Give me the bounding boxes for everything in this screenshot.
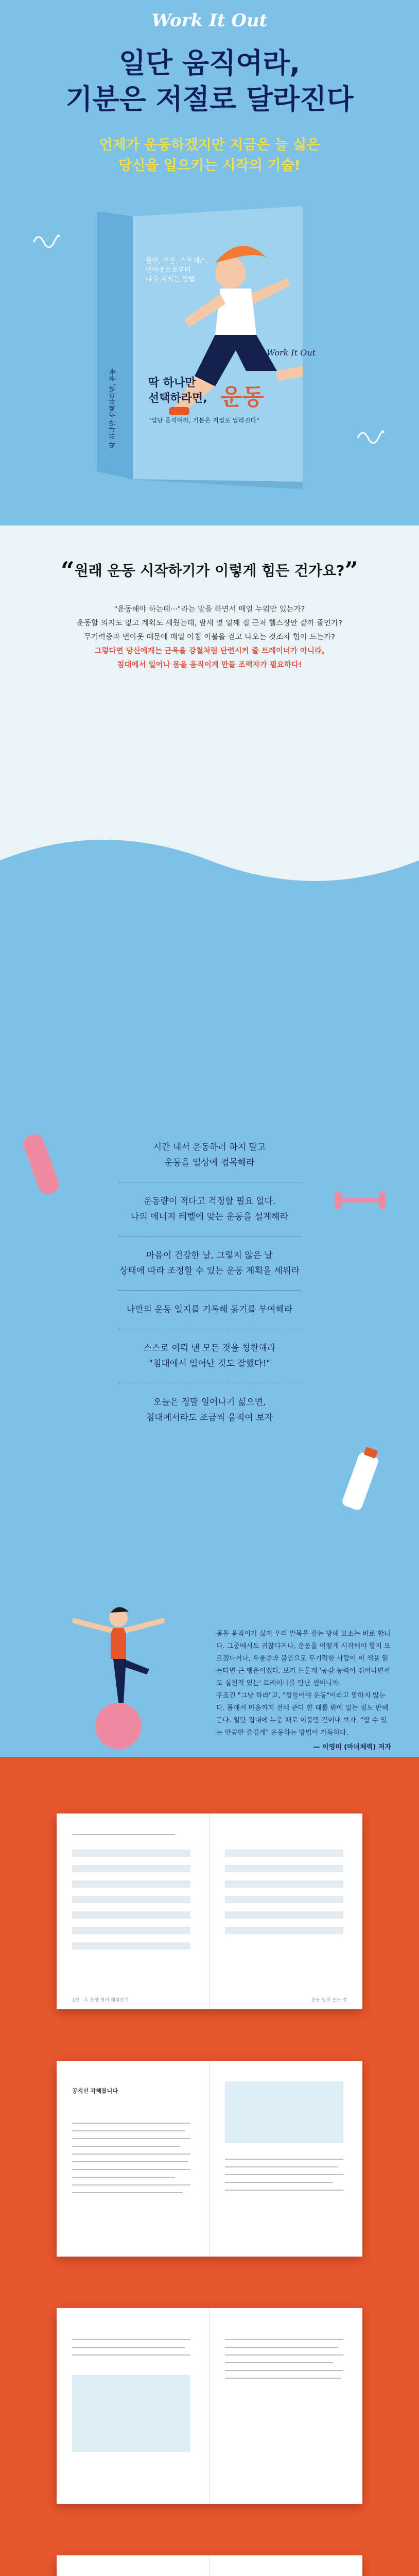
page-left <box>57 2555 210 2576</box>
squiggle-decoration-icon <box>355 422 386 453</box>
page-right <box>210 1814 362 2009</box>
page-left <box>57 2308 210 2504</box>
step-item: 마음이 건강한 날, 그렇지 않은 날 상태에 따라 조정할 수 있는 운동 계획을 세워라 <box>118 1236 301 1291</box>
hero-kicker: Work It Out <box>151 10 268 31</box>
runner-shirt-icon <box>215 289 256 335</box>
page-spread-3 <box>57 2308 362 2504</box>
page-left <box>57 2061 210 2257</box>
page-footer-left: 1장 · 두 문장 영어 헤쳐보기 <box>72 1998 129 2003</box>
book-cover-tag-2: 번아웃으로부터 <box>146 266 191 274</box>
hero-sub-line2: 당신을 일으키는 시작의 기술! <box>118 158 301 174</box>
page-spread-1 <box>57 1814 362 2009</box>
quote-para-line: 무기력증과 번아웃 때문에 매일 아침 이불을 걷고 나오는 것조차 힘이 드는가? <box>83 633 335 641</box>
step-item: 시간 내서 운동하러 하지 말고 운동을 일상에 접목해라 <box>118 1128 301 1182</box>
book-cover-sub: "일단 움직여라, 기분은 저절로 달라진다" <box>148 417 259 424</box>
quote-para-emphasis: 침대에서 일어나 몸을 움직이게 만들 조력자가 필요하다! <box>117 661 302 669</box>
squiggle-decoration-icon <box>31 227 62 258</box>
quote-paragraph <box>36 603 383 672</box>
page-title: 공지선 각해봅니다 <box>72 2088 118 2094</box>
close-quote-icon: ” <box>344 556 358 584</box>
step-item: 운동량이 적다고 걱정할 필요 없다. 나의 에너지 레벨에 맞는 운동을 설계해라 <box>118 1182 301 1236</box>
steps-section <box>0 1108 419 1757</box>
book-cover-image <box>61 201 349 489</box>
inner-pages-section <box>0 1757 419 2576</box>
dumbbell-icon <box>329 1185 391 1216</box>
hero-headline <box>0 45 419 117</box>
page-right <box>210 2555 362 2576</box>
yoga-mat-icon <box>21 1123 93 1206</box>
page-footer-right: 운동 일지 쓰는 법 <box>311 1998 347 2003</box>
hero-headline-line1: 일단 움직여라, <box>118 47 301 79</box>
step-item: 나만의 운동 일지를 기록해 동기를 부여해라 <box>118 1291 301 1329</box>
book-cover-tag-3: 나를 지키는 방법 <box>146 276 196 283</box>
quote-para-line: "운동해야 하는데···"라는 말을 하면서 매일 누워만 있는가? <box>114 605 305 614</box>
page-right <box>210 2308 362 2504</box>
quote-para-emphasis: 그렇다면 당신에게는 근육을 강철처럼 단련시켜 줄 트레이너가 아니라, <box>94 647 325 655</box>
page-right <box>210 2061 362 2257</box>
hero-sub-line1: 언제가 운동하겠지만 지금은 늘 싫은 <box>99 137 320 153</box>
page-spread-2 <box>57 2061 362 2257</box>
steps-list <box>118 1128 301 1437</box>
step-item: 오늘은 정말 일어나기 싫으면, 침대에서라도 조금씩 움직여 보자 <box>146 1397 273 1423</box>
book-cover-kicker: Work It Out <box>267 348 316 358</box>
runner-head-icon <box>215 258 246 289</box>
quote-section <box>0 526 419 1108</box>
open-quote-icon: “ <box>61 556 75 584</box>
book-spine-title: 딱 하나만 선택하라면, 운동 <box>109 368 117 448</box>
book-cover-title2: 선택하라면, <box>148 392 207 405</box>
book-cover-title1: 딱 하나만 <box>148 377 196 389</box>
hero-subline <box>0 135 419 176</box>
water-bottle-icon <box>324 1437 396 1520</box>
quote-para-line: 운동할 의지도 없고 계획도 세웠는데, 밤새 몇 일째 집 근처 헬스장만 갈까 줄인가? <box>77 619 342 628</box>
book-cover-title3: 운동 <box>220 384 265 410</box>
hero-section <box>0 0 419 526</box>
page-spread-4 <box>57 2555 362 2576</box>
balance-ball-figure-icon <box>41 1587 185 1752</box>
book-cover-tag-1: 불안, 우울, 스트레스, <box>146 257 208 265</box>
quote-text: 원래 운동 시작하기가 이렇게 힘든 건가요? <box>74 562 345 579</box>
runner-shoe-icon <box>169 407 189 415</box>
author-name: — 이영미 (마녀체력) 저자 <box>313 1743 391 1751</box>
step-item: 스스로 이뤄 낸 모든 것을 칭찬해라 "침대에서 일어난 것도 잘했다!" <box>118 1329 301 1383</box>
hero-headline-line2: 기분은 저절로 달라진다 <box>65 83 354 115</box>
wave-decoration <box>0 757 419 1108</box>
page-left <box>57 1814 210 2009</box>
author-recommendation: 몸을 움직이기 싫게 우리 발목을 잡는 방해 요소는 바로 합니다. 그중에서도 귀찮다거나, 운동을 어떻게 시작해야 할지 모르겠다거나, 우울증과 불안으로 무기력한 사람이 이 책을 읽는다면 큰 행운이겠다. 보기 드물게 '공감 능력이 뛰어나면서도 실천적 있는' 트레이너를 만난 셈이니까. 무조건 "그냥 하라"고, "힘들어야 운동"이라고 말하지 않는다. 몸에서 마음까지 전해 준다 한 데를 밖에 없는 점도 반해 든다. 일단 집대에 누운 채로 이불만 걷어내 보자. "할 수 있는 만큼만 즐겁게" 운동하는 방법이 가득하다. <box>216 1630 391 1737</box>
quote-heading <box>0 556 419 584</box>
